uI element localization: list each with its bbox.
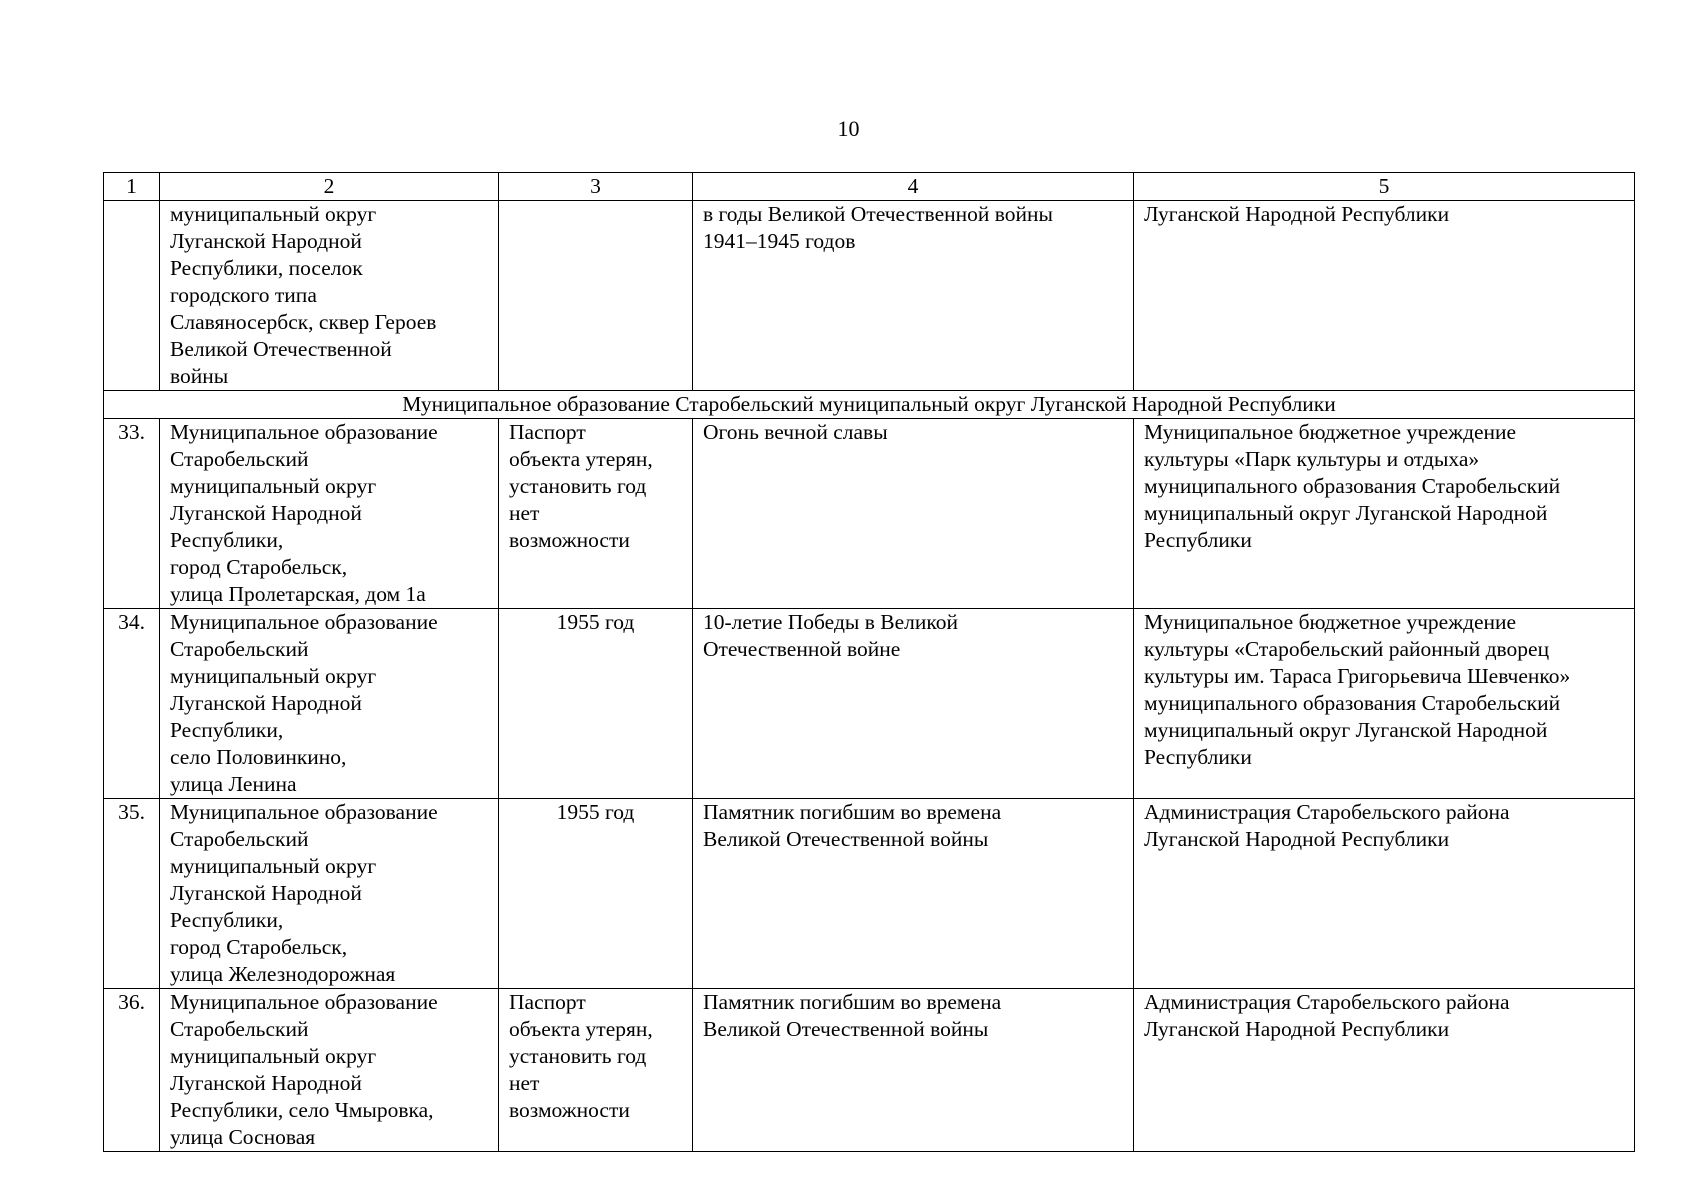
row-address: Муниципальное образование Старобельский муниципальный округ Луганской Народной Республики, село Половинкино, улица Ленина xyxy=(160,609,499,799)
row-number: 33. xyxy=(104,419,160,609)
table-row xyxy=(104,609,1635,799)
row-object-name: Памятник погибшим во времена Великой Отечественной войны xyxy=(693,799,1134,989)
row-owner: Муниципальное бюджетное учреждение культуры «Старобельский районный дворец культуры им. Тараса Григорьевича Шевченко» муниципального образования Старобельский муниципальный округ Луганской Народной Республики xyxy=(1134,609,1635,799)
column-header-2: 2 xyxy=(160,173,499,201)
memorials-table xyxy=(103,172,1635,1152)
table-row xyxy=(104,989,1635,1152)
row-owner: Луганской Народной Республики xyxy=(1134,201,1635,391)
row-owner: Администрация Старобельского района Луганской Народной Республики xyxy=(1134,989,1635,1152)
row-date: 1955 год xyxy=(499,609,693,799)
row-date: Паспорт объекта утерян, установить год нет возможности xyxy=(499,989,693,1152)
section-row xyxy=(104,391,1635,419)
table-row xyxy=(104,799,1635,989)
page-number: 10 xyxy=(837,116,860,141)
row-owner: Муниципальное бюджетное учреждение культуры «Парк культуры и отдыха» муниципального образования Старобельский муниципальный округ Луганской Народной Республики xyxy=(1134,419,1635,609)
row-object-name: в годы Великой Отечественной войны 1941–1945 годов xyxy=(693,201,1134,391)
row-address: Муниципальное образование Старобельский муниципальный округ Луганской Народной Республики, село Чмыровка, улица Сосновая xyxy=(160,989,499,1152)
row-object-name: Огонь вечной славы xyxy=(693,419,1134,609)
column-header-4: 4 xyxy=(693,173,1134,201)
column-header-5: 5 xyxy=(1134,173,1635,201)
row-address: Муниципальное образование Старобельский муниципальный округ Луганской Народной Республики, город Старобельск, улица Пролетарская, дом 1а xyxy=(160,419,499,609)
column-header-3: 3 xyxy=(499,173,693,201)
section-title: Муниципальное образование Старобельский муниципальный округ Луганской Народной Республики xyxy=(104,391,1635,419)
row-number: 35. xyxy=(104,799,160,989)
table-row-continuation xyxy=(104,201,1635,391)
row-date xyxy=(499,201,693,391)
row-owner: Администрация Старобельского района Луганской Народной Республики xyxy=(1134,799,1635,989)
row-address: муниципальный округ Луганской Народной Республики, поселок городского типа Славяносербск, сквер Героев Великой Отечественной войны xyxy=(160,201,499,391)
table-row xyxy=(104,419,1635,609)
row-number: 36. xyxy=(104,989,160,1152)
column-header-1: 1 xyxy=(104,173,160,201)
row-date: Паспорт объекта утерян, установить год нет возможности xyxy=(499,419,693,609)
row-date: 1955 год xyxy=(499,799,693,989)
column-number-header-row xyxy=(104,173,1635,201)
row-object-name: 10-летие Победы в Великой Отечественной войне xyxy=(693,609,1134,799)
row-object-name: Памятник погибшим во времена Великой Отечественной войны xyxy=(693,989,1134,1152)
row-address: Муниципальное образование Старобельский муниципальный округ Луганской Народной Республики, город Старобельск, улица Железнодорожная xyxy=(160,799,499,989)
row-number: 34. xyxy=(104,609,160,799)
row-number xyxy=(104,201,160,391)
